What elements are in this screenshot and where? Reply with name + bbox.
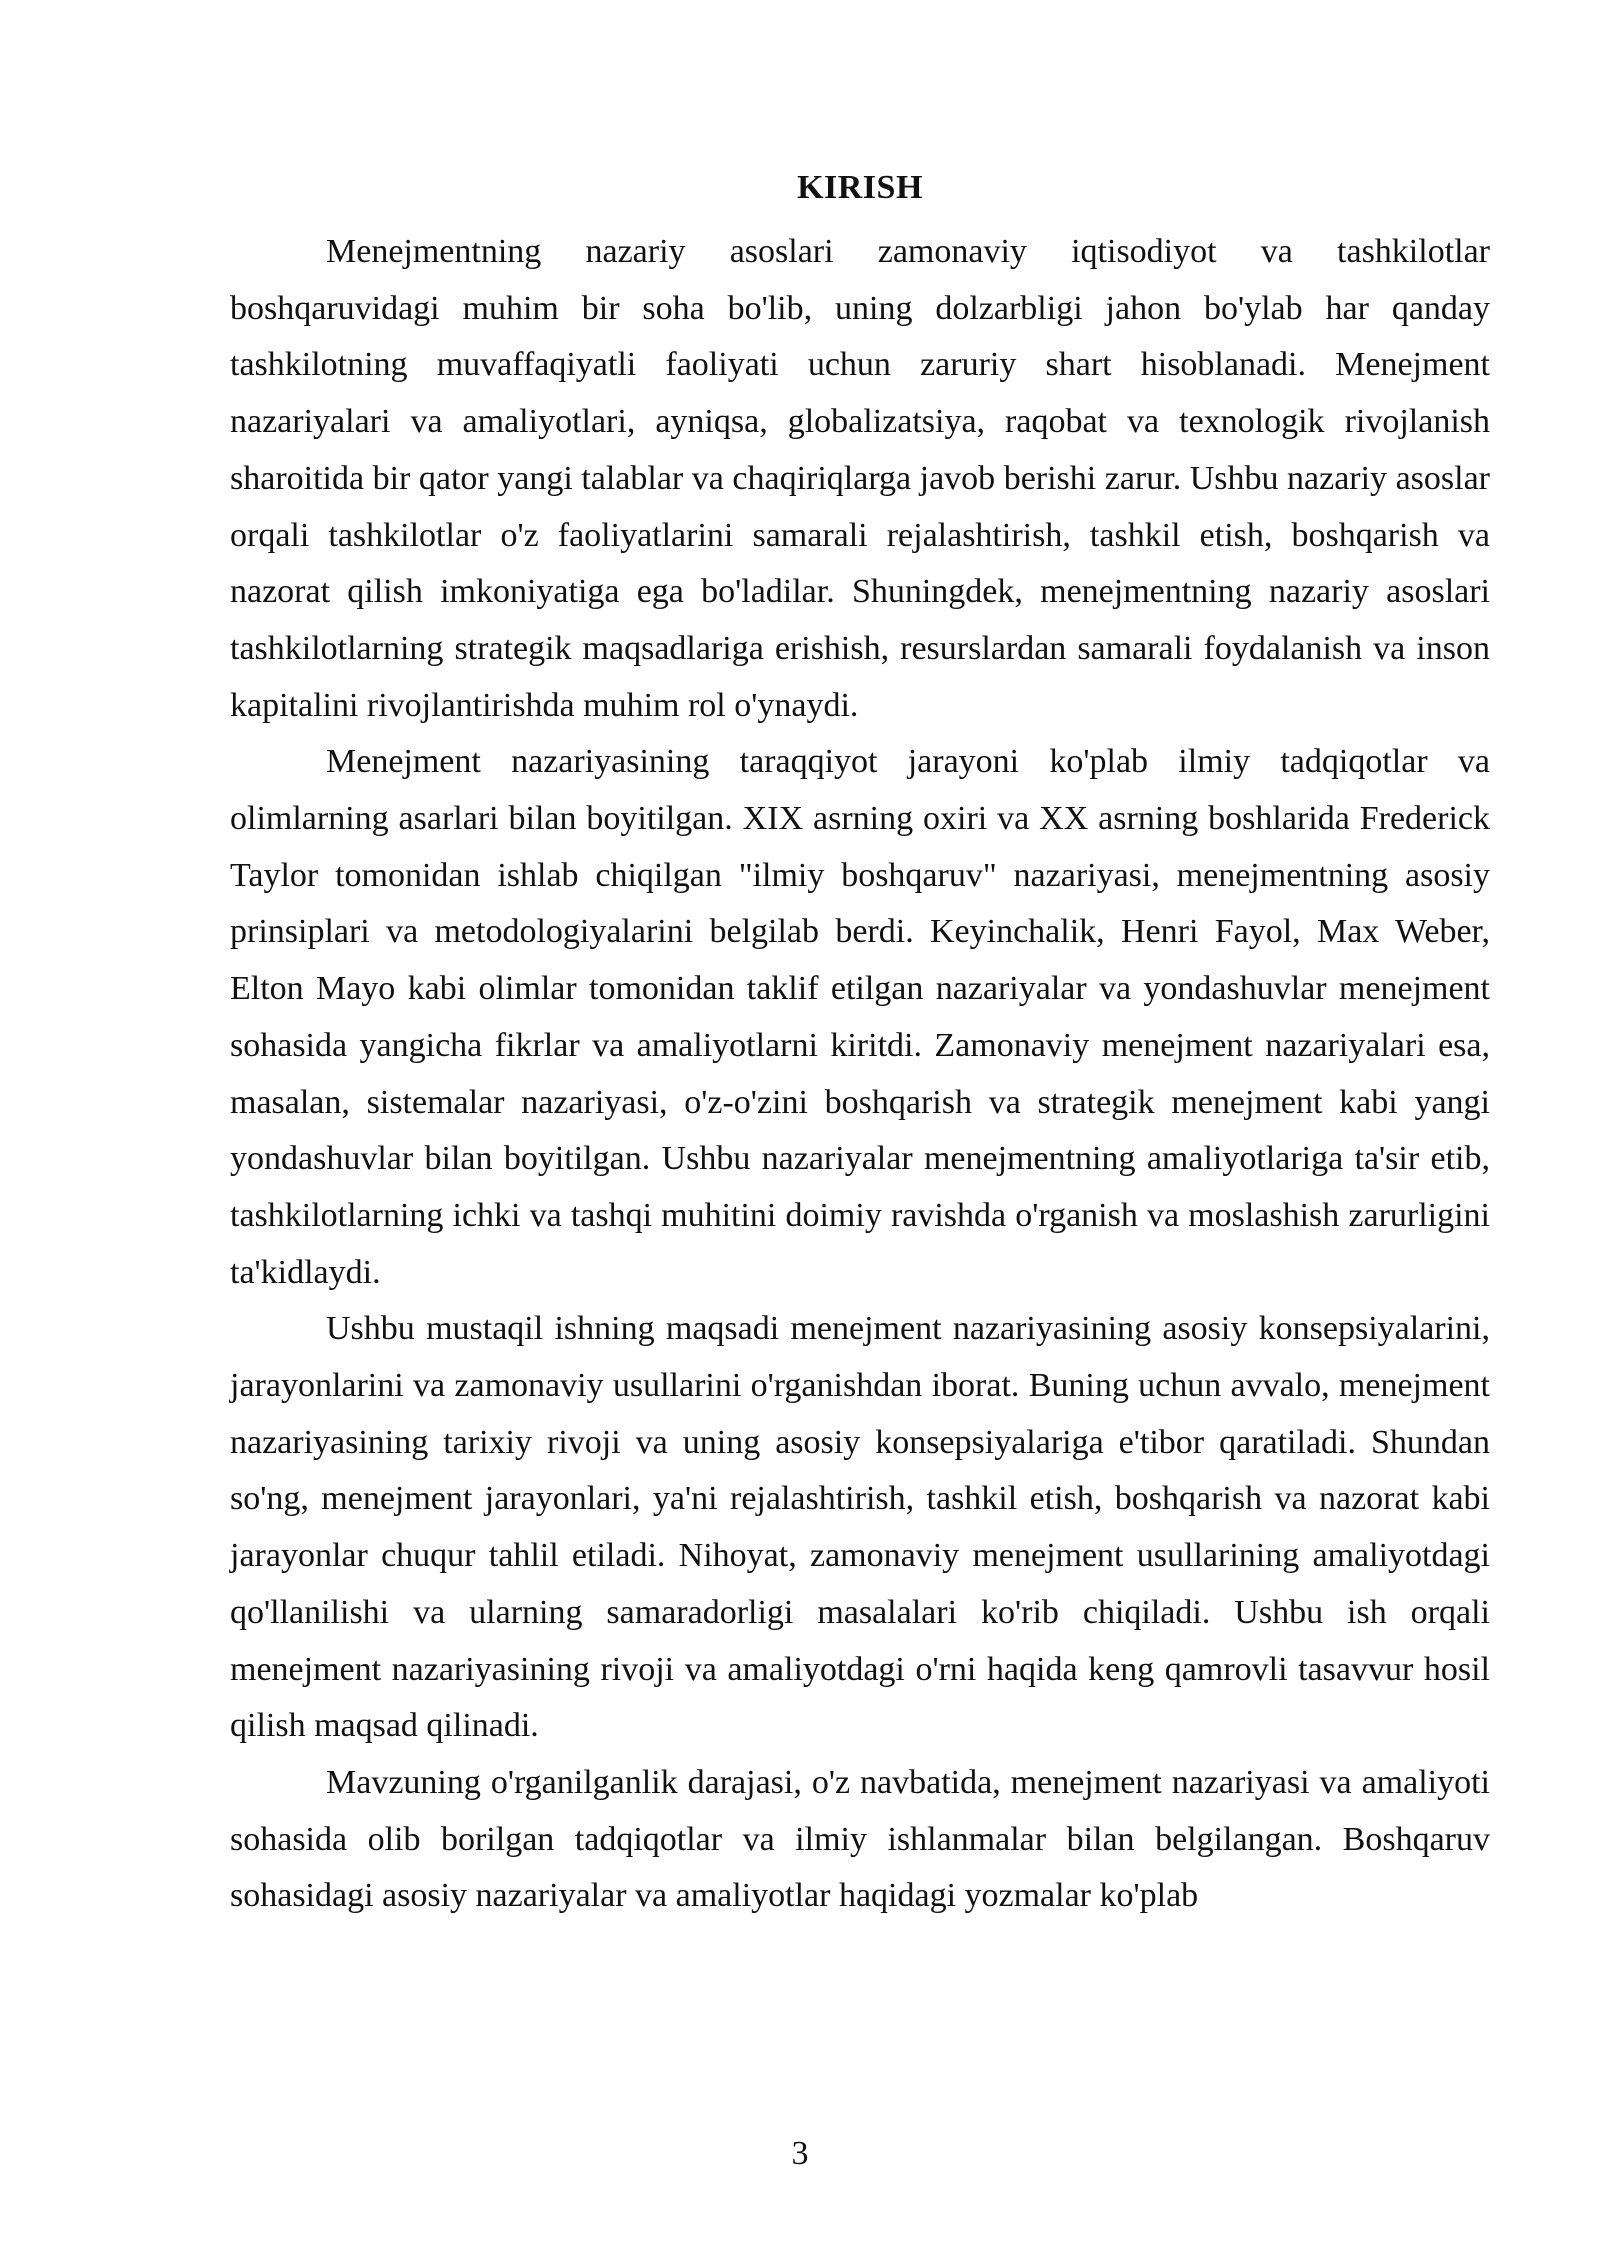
section-title: KIRISH	[797, 169, 923, 206]
paragraph-4: Mavzuning o'rganilganlik darajasi, o'z navbatida, menejment nazariyasi va amaliyoti sohasida olib borilgan tadqiqotlar va ilmiy ishlanmalar bilan belgilangan. Boshqaruv sohasidagi asosiy nazariyalar va amaliyotlar haqidagi yozmalar ko'plab	[230, 1763, 1490, 1915]
paragraph-3: Ushbu mustaqil ishning maqsadi menejment nazariyasining asosiy konsepsiyalarini, jarayonlarini va zamonaviy usullarini o'rganishdan iborat. Buning uchun avvalo, menejment nazariyasining tarixiy rivoji va uning asosiy konsepsiyalariga e'tibor qaratiladi. Shundan so'ng, menejment jarayonlari, ya'ni rejalashtirish, tashkil etish, boshqarish va nazorat kabi jarayonlar chuqur tahlil etiladi. Nihoyat, zamonaviy menejment usullarining amaliyotdagi qo'llanilishi va ularning samaradorligi masalalari ko'rib chiqiladi. Ushbu ish orqali menejment nazariyasining rivoji va amaliyotdagi o'rni haqida keng qamrovli tasavvur hosil qilish maqsad qilinadi.	[230, 1310, 1490, 1745]
paragraph-2: Menejment nazariyasining taraqqiyot jarayoni ko'plab ilmiy tadqiqotlar va olimlarning asarlari bilan boyitilgan. XIX asrning oxiri va XX asrning boshlarida Frederick Taylor tomonidan ishlab chiqilgan "ilmiy boshqaruv" nazariyasi, menejmentning asosiy prinsiplari va metodologiyalarini belgilab berdi. Keyinchalik, Henri Fayol, Max Weber, Elton Mayo kabi olimlar tomonidan taklif etilgan nazariyalar va yondashuvlar menejment sohasida yangicha fikrlar va amaliyotlarni kiritdi. Zamonaviy menejment nazariyalari esa, masalan, sistemalar nazariyasi, o'z-o'zini boshqarish va strategik menejment kabi yangi yondashuvlar bilan boyitilgan. Ushbu nazariyalar menejmentning amaliyotlariga ta'sir etib, tashkilotlarning ichki va tashqi muhitini doimiy ravishda o'rganish va moslashish zarurligini ta'kidlaydi.	[230, 743, 1490, 1291]
page-number: 3	[791, 2135, 809, 2172]
paragraph-1: Menejmentning nazariy asoslari zamonaviy iqtisodiyot va tashkilotlar boshqaruvidagi muhim bir soha bo'lib, uning dolzarbligi jahon bo'ylab har qanday tashkilotning muvaffaqiyatli faoliyati uchun zaruriy shart hisoblanadi. Menejment nazariyalari va amaliyotlari, ayniqsa, globalizatsiya, raqobat va texnologik rivojlanish sharoitida bir qator yangi talablar va chaqiriqlarga javob berishi zarur. Ushbu nazariy asoslar orqali tashkilotlar o'z faoliyatlarini samarali rejalashtirish, tashkil etish, boshqarish va nazorat qilish imkoniyatiga ega bo'ladilar. Shuningdek, menejmentning nazariy asoslari tashkilotlarning strategik maqsadlariga erishish, resurslardan samarali foydalanish va inson kapitalini rivojlantirishda muhim rol o'ynaydi.	[230, 233, 1490, 724]
page-content	[230, 160, 1490, 1925]
